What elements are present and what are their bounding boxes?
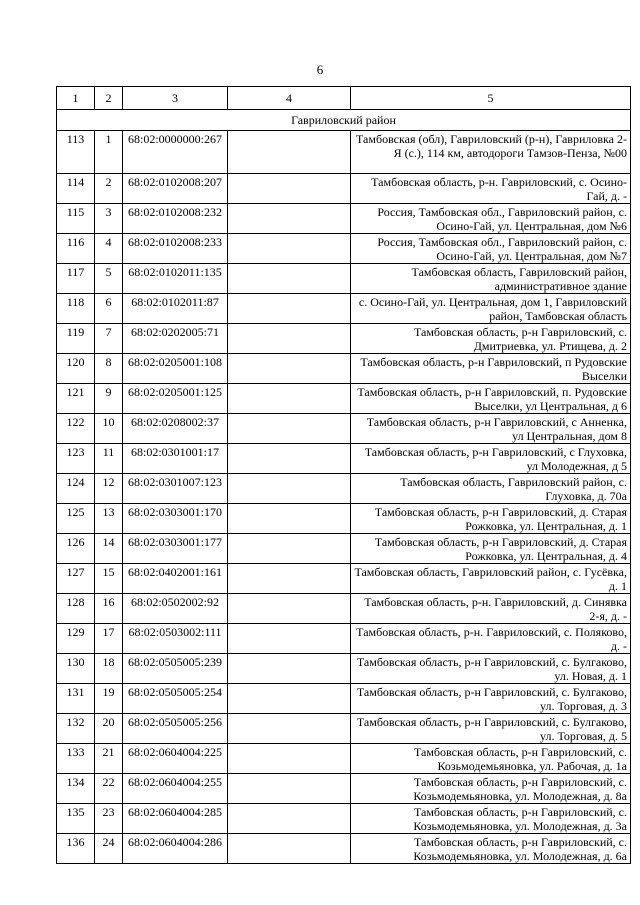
table-body	[57, 87, 631, 864]
row-index-cell: 128	[57, 594, 95, 624]
table-row	[57, 204, 631, 234]
column-4-cell	[228, 684, 351, 714]
table-row	[57, 654, 631, 684]
column-4-cell	[228, 654, 351, 684]
table-row	[57, 131, 631, 174]
item-number-cell: 16	[95, 594, 123, 624]
cadastral-number-cell: 68:02:0505005:239	[123, 654, 228, 684]
row-index-cell: 131	[57, 684, 95, 714]
cadastral-number-cell: 68:02:0303001:170	[123, 504, 228, 534]
row-index-cell: 118	[57, 294, 95, 324]
item-number-cell: 5	[95, 264, 123, 294]
cadastral-number-cell: 68:02:0604004:285	[123, 804, 228, 834]
row-index-cell: 132	[57, 714, 95, 744]
column-4-cell	[228, 744, 351, 774]
row-index-cell: 123	[57, 444, 95, 474]
item-number-cell: 8	[95, 354, 123, 384]
row-index-cell: 114	[57, 174, 95, 204]
section-row	[57, 110, 631, 131]
column-4-cell	[228, 804, 351, 834]
table-row	[57, 714, 631, 744]
item-number-cell: 15	[95, 564, 123, 594]
cadastral-number-cell: 68:02:0205001:108	[123, 354, 228, 384]
item-number-cell: 6	[95, 294, 123, 324]
address-cell: Тамбовская область, р-н Гавриловский, д. Старая Рожковка, ул. Центральная, д. 4	[351, 534, 631, 564]
table-row	[57, 234, 631, 264]
item-number-cell: 21	[95, 744, 123, 774]
address-cell: Тамбовская область, р-н Гавриловский, с Анненка, ул Центральная, дом 8	[351, 414, 631, 444]
table-row	[57, 264, 631, 294]
table-row	[57, 444, 631, 474]
cadastral-number-cell: 68:02:0102011:135	[123, 264, 228, 294]
column-4-cell	[228, 504, 351, 534]
column-header: 4	[228, 87, 351, 110]
column-4-cell	[228, 324, 351, 354]
column-4-cell	[228, 354, 351, 384]
address-cell: Тамбовская область, р-н Гавриловский, с. Булгаково, ул. Торговая, д. 5	[351, 714, 631, 744]
table-row	[57, 354, 631, 384]
cadastral-number-cell: 68:02:0503002:111	[123, 624, 228, 654]
cadastral-number-cell: 68:02:0303001:177	[123, 534, 228, 564]
address-cell: Тамбовская область, р-н Гавриловский, с Глуховка, ул Молодежная, д 5	[351, 444, 631, 474]
address-cell: Тамбовская область, Гавриловский район, административное здание	[351, 264, 631, 294]
column-4-cell	[228, 384, 351, 414]
cadastral-number-cell: 68:02:0502002:92	[123, 594, 228, 624]
column-header: 2	[95, 87, 123, 110]
column-4-cell	[228, 714, 351, 744]
item-number-cell: 4	[95, 234, 123, 264]
table-row	[57, 564, 631, 594]
row-index-cell: 116	[57, 234, 95, 264]
row-index-cell: 117	[57, 264, 95, 294]
address-cell: Тамбовская область, р-н Гавриловский, п. Рудовские Выселки, ул Центральная, д 6	[351, 384, 631, 414]
table-row	[57, 744, 631, 774]
item-number-cell: 24	[95, 834, 123, 864]
item-number-cell: 9	[95, 384, 123, 414]
address-cell: Тамбовская область, р-н Гавриловский, с. Козьмодемьяновка, ул. Молодежная, д. 6а	[351, 834, 631, 864]
item-number-cell: 23	[95, 804, 123, 834]
table-row	[57, 504, 631, 534]
table-row	[57, 384, 631, 414]
row-index-cell: 121	[57, 384, 95, 414]
item-number-cell: 1	[95, 131, 123, 174]
column-4-cell	[228, 774, 351, 804]
cadastral-number-cell: 68:02:0102011:87	[123, 294, 228, 324]
address-cell: Тамбовская область, р-н Гавриловский, с. Козьмодемьяновка, ул. Молодежная, д. 3а	[351, 804, 631, 834]
cadastral-number-cell: 68:02:0202005:71	[123, 324, 228, 354]
row-index-cell: 113	[57, 131, 95, 174]
cadastral-number-cell: 68:02:0301001:17	[123, 444, 228, 474]
row-index-cell: 120	[57, 354, 95, 384]
address-cell: Россия, Тамбовская обл., Гавриловский район, с. Осино-Гай, ул. Центральная, дом №7	[351, 234, 631, 264]
cadastral-number-cell: 68:02:0208002:37	[123, 414, 228, 444]
address-cell: Тамбовская область, Гавриловский район, с. Гусёвка, д. 1	[351, 564, 631, 594]
address-cell: Тамбовская (обл), Гавриловский (р-н), Гавриловка 2-Я (с.), 114 км, автодороги Тамзов-Пенза, №00	[351, 131, 631, 174]
row-index-cell: 134	[57, 774, 95, 804]
table-row	[57, 624, 631, 654]
row-index-cell: 126	[57, 534, 95, 564]
column-header: 5	[351, 87, 631, 110]
column-4-cell	[228, 264, 351, 294]
cadastral-number-cell: 68:02:0505005:256	[123, 714, 228, 744]
table-row	[57, 294, 631, 324]
item-number-cell: 11	[95, 444, 123, 474]
cadastral-number-cell: 68:02:0301007:123	[123, 474, 228, 504]
item-number-cell: 18	[95, 654, 123, 684]
column-4-cell	[228, 444, 351, 474]
table-row	[57, 534, 631, 564]
table-row	[57, 474, 631, 504]
address-cell: Тамбовская область, р-н Гавриловский, п Рудовские Выселки	[351, 354, 631, 384]
address-cell: Тамбовская область, р-н. Гавриловский, с. Осино-Гай, д. -	[351, 174, 631, 204]
cadastral-number-cell: 68:02:0000000:267	[123, 131, 228, 174]
column-4-cell	[228, 294, 351, 324]
item-number-cell: 7	[95, 324, 123, 354]
address-cell: с. Осино-Гай, ул. Центральная, дом 1, Гавриловский район, Тамбовская область	[351, 294, 631, 324]
cadastral-number-cell: 68:02:0505005:254	[123, 684, 228, 714]
row-index-cell: 133	[57, 744, 95, 774]
cadastral-number-cell: 68:02:0205001:125	[123, 384, 228, 414]
item-number-cell: 10	[95, 414, 123, 444]
column-4-cell	[228, 414, 351, 444]
section-title: Гавриловский район	[57, 110, 631, 131]
item-number-cell: 19	[95, 684, 123, 714]
column-header: 1	[57, 87, 95, 110]
column-4-cell	[228, 131, 351, 174]
row-index-cell: 129	[57, 624, 95, 654]
cadastral-number-cell: 68:02:0604004:286	[123, 834, 228, 864]
item-number-cell: 14	[95, 534, 123, 564]
column-4-cell	[228, 624, 351, 654]
column-4-cell	[228, 234, 351, 264]
row-index-cell: 135	[57, 804, 95, 834]
property-registry-table	[56, 86, 631, 864]
item-number-cell: 20	[95, 714, 123, 744]
item-number-cell: 22	[95, 774, 123, 804]
row-index-cell: 124	[57, 474, 95, 504]
row-index-cell: 136	[57, 834, 95, 864]
address-cell: Тамбовская область, р-н. Гавриловский, с. Поляково, д. -	[351, 624, 631, 654]
column-header: 3	[123, 87, 228, 110]
table-row	[57, 804, 631, 834]
item-number-cell: 17	[95, 624, 123, 654]
table-row	[57, 774, 631, 804]
item-number-cell: 2	[95, 174, 123, 204]
column-4-cell	[228, 834, 351, 864]
column-4-cell	[228, 564, 351, 594]
row-index-cell: 115	[57, 204, 95, 234]
address-cell: Тамбовская область, р-н Гавриловский, с. Козьмодемьяновка, ул. Молодежная, д. 8а	[351, 774, 631, 804]
cadastral-number-cell: 68:02:0604004:225	[123, 744, 228, 774]
row-index-cell: 127	[57, 564, 95, 594]
address-cell: Тамбовская область, Гавриловский район, с. Глуховка, д. 70а	[351, 474, 631, 504]
cadastral-number-cell: 68:02:0102008:233	[123, 234, 228, 264]
table-row	[57, 414, 631, 444]
address-cell: Россия, Тамбовская обл., Гавриловский район, с. Осино-Гай, ул. Центральная, дом №6	[351, 204, 631, 234]
address-cell: Тамбовская область, р-н Гавриловский, с. Козьмодемьяновка, ул. Рабочая, д. 1а	[351, 744, 631, 774]
column-4-cell	[228, 204, 351, 234]
item-number-cell: 3	[95, 204, 123, 234]
row-index-cell: 130	[57, 654, 95, 684]
item-number-cell: 12	[95, 474, 123, 504]
column-4-cell	[228, 474, 351, 504]
row-index-cell: 122	[57, 414, 95, 444]
address-cell: Тамбовская область, р-н Гавриловский, д. Старая Рожковка, ул. Центральная, д. 1	[351, 504, 631, 534]
item-number-cell: 13	[95, 504, 123, 534]
address-cell: Тамбовская область, р-н Гавриловский, с. Булгаково, ул. Торговая, д. 3	[351, 684, 631, 714]
table-row	[57, 594, 631, 624]
table-row	[57, 324, 631, 354]
column-4-cell	[228, 534, 351, 564]
column-4-cell	[228, 174, 351, 204]
address-cell: Тамбовская область, р-н. Гавриловский, д. Синявка 2-я, д. -	[351, 594, 631, 624]
cadastral-number-cell: 68:02:0102008:207	[123, 174, 228, 204]
column-4-cell	[228, 594, 351, 624]
cadastral-number-cell: 68:02:0102008:232	[123, 204, 228, 234]
page-number: 6	[316, 62, 324, 77]
table-row	[57, 174, 631, 204]
column-header-row	[57, 87, 631, 110]
table-row	[57, 834, 631, 864]
cadastral-number-cell: 68:02:0604004:255	[123, 774, 228, 804]
address-cell: Тамбовская область, р-н Гавриловский, с. Дмитриевка, ул. Ртищева, д. 2	[351, 324, 631, 354]
address-cell: Тамбовская область, р-н Гавриловский, с. Булгаково, ул. Новая, д. 1	[351, 654, 631, 684]
table-row	[57, 684, 631, 714]
row-index-cell: 119	[57, 324, 95, 354]
row-index-cell: 125	[57, 504, 95, 534]
cadastral-number-cell: 68:02:0402001:161	[123, 564, 228, 594]
